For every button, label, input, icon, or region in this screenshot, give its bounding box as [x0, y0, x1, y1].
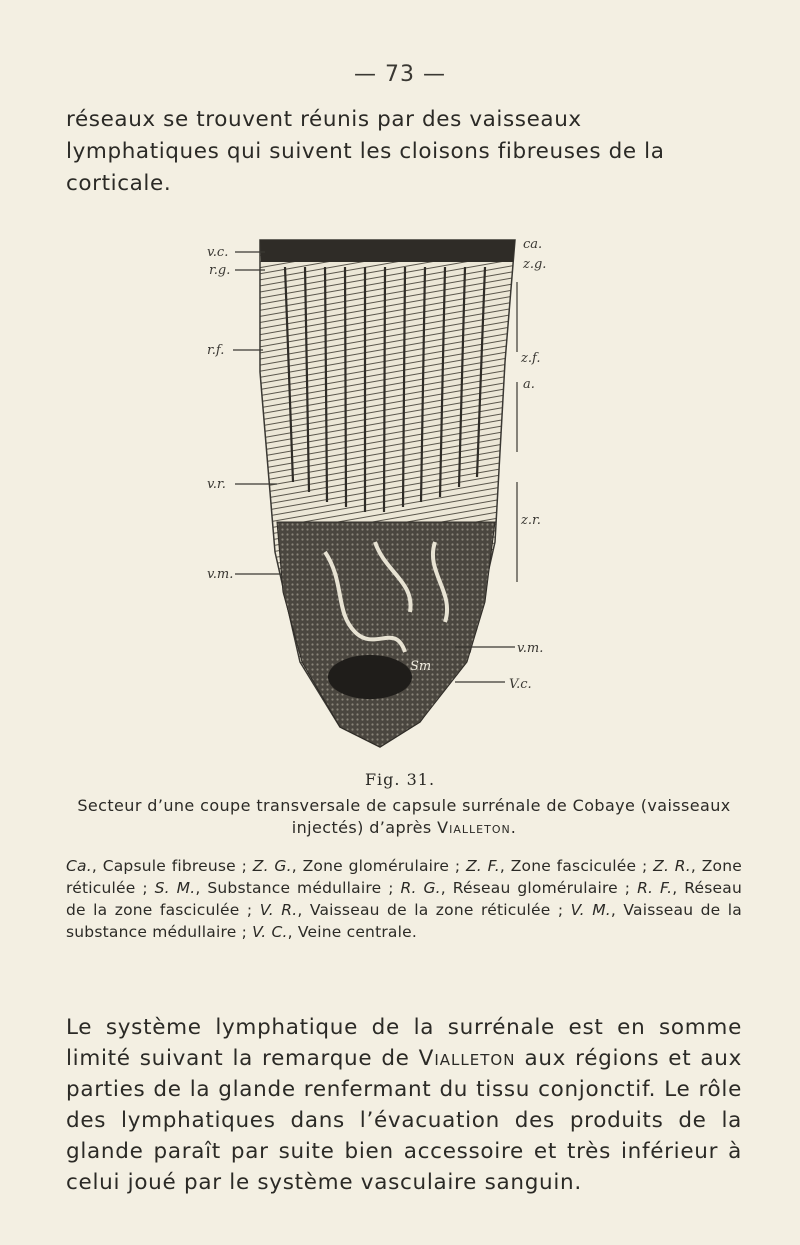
figure-caption-title — [66, 795, 742, 839]
body-text-before: Le système lymphatique de la surrénale est en somme limité suivant la remarque de — [66, 1015, 742, 1071]
label-vm-right: v.m. — [517, 641, 544, 656]
figure-legend — [66, 855, 742, 943]
legend-text: , Zone fasciculée ; — [499, 857, 654, 875]
label-rg: r.g. — [209, 263, 231, 278]
legend-abbr: V. R. — [259, 901, 298, 919]
label-zr: z.r. — [521, 513, 541, 528]
caption-title-suffix: . — [510, 818, 517, 837]
caption-title-prefix: Secteur d’une coupe transversale de capsule surrénale de Cobaye (vaisseaux injectés) d’après — [77, 796, 731, 837]
legend-text: , Réseau glomérulaire ; — [440, 879, 638, 897]
label-rf: r.f. — [207, 343, 225, 358]
legend-text: , Substance médullaire ; — [195, 879, 401, 897]
intro-paragraph: réseaux se trouvent réunis par des vaisseaux lymphatiques qui suivent les cloisons fibreuses de la corticale. — [66, 107, 665, 196]
label-sm: Sm — [410, 659, 432, 674]
figure-number: Fig. 31. — [364, 770, 436, 789]
legend-text: , Zone glomérulaire ; — [291, 857, 466, 875]
figure-illustration — [205, 222, 565, 752]
legend-text: , Zone réticulée ; — [66, 857, 742, 897]
legend-abbr: Ca. — [66, 857, 92, 875]
label-vr: v.r. — [207, 477, 226, 492]
legend-abbr: R. F. — [637, 879, 673, 897]
legend-text: , Veine centrale. — [287, 923, 417, 941]
adrenal-section-drawing — [205, 222, 565, 752]
legend-abbr: Z. F. — [465, 857, 500, 875]
legend-text: , Vaisseau de la zone réticulée ; — [297, 901, 571, 919]
legend-text: , Capsule fibreuse ; — [91, 857, 253, 875]
label-zf: z.f. — [521, 351, 541, 366]
label-vc-right: V.c. — [509, 677, 532, 692]
caption-author: Vialleton — [437, 818, 511, 837]
legend-abbr: V. C. — [252, 923, 288, 941]
legend-abbr: R. G. — [400, 879, 441, 897]
label-a: a. — [523, 377, 535, 392]
body-text-after: aux régions et aux parties de la glande renfermant du tissu conjonctif. Le rôle des lymphatiques dans l’évacuation des produits de la glande paraît par suite bien accessoire et très inférieur à celui joué par le système vasculaire sanguin. — [66, 1046, 742, 1195]
legend-abbr: Z. G. — [252, 857, 292, 875]
page-number: — 73 — — [354, 62, 446, 87]
label-ca: ca. — [523, 237, 543, 252]
legend-abbr: S. M. — [154, 879, 196, 897]
body-paragraph — [66, 1012, 742, 1198]
label-zg: z.g. — [523, 257, 547, 272]
legend-text: , Vaisseau de la substance médullaire ; — [66, 901, 742, 941]
legend-abbr: Z. R. — [653, 857, 691, 875]
legend-abbr: V. M. — [570, 901, 611, 919]
label-vc-left: v.c. — [207, 245, 229, 260]
body-author: Vialleton — [418, 1046, 516, 1071]
legend-text: , Réseau de la zone fasciculée ; — [66, 879, 742, 919]
label-vm-left: v.m. — [207, 567, 234, 582]
